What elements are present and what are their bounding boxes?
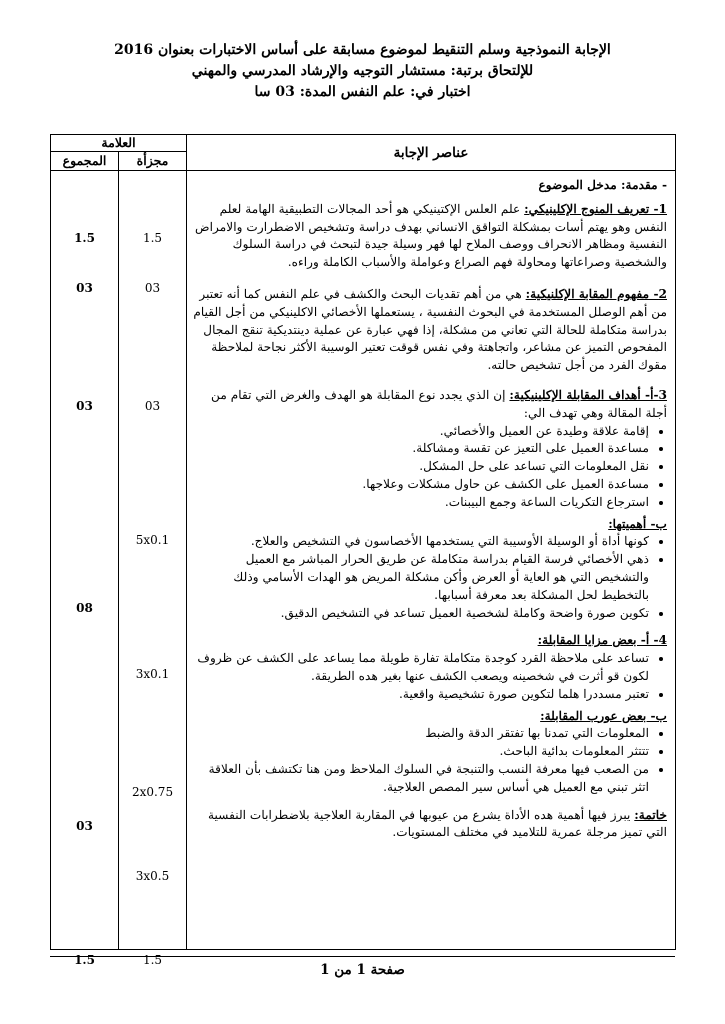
q1-title: 1- تعريف المنوج الإكلينيكي: bbox=[524, 201, 668, 216]
q2-partial: 03 bbox=[144, 399, 161, 413]
mark-header: العلامة bbox=[51, 135, 187, 152]
q3-total: 08 bbox=[76, 601, 93, 615]
list-item: • كونها أداة أو الوسيلة الأوسيبة التي يستخدمها الأخصاسون في التشخيص والعلاج. bbox=[193, 533, 649, 551]
q4-partial-b: 3x0.5 bbox=[135, 869, 170, 883]
q4-partial-a: 2x0.75 bbox=[131, 785, 174, 799]
q1-total: 03 bbox=[76, 281, 93, 295]
list-item: • تساعد على ملاحظة القرد كوجدة متكاملة تفارة طويلة مما يساعد على الكشف عن ظروف لكون قو أثرت في شخصينه ويصعب الكشف عنها بغير هده الطريقة. bbox=[193, 650, 649, 686]
answer-key-table bbox=[50, 134, 676, 967]
q3-partial-b: 3x0.1 bbox=[135, 667, 170, 681]
list-item: • المعلومات التي تمدنا بها تفتقر الدقة والضبط bbox=[193, 725, 649, 743]
partial-marks-column bbox=[119, 171, 187, 967]
q3-intro: إن الذي يجدد نوع المقابلة هو الهدف والغرض التي تقام من أجلة المقالة وهي تهدف الي: bbox=[211, 387, 668, 420]
total-marks-column bbox=[51, 171, 119, 967]
total-header: المجموع bbox=[51, 152, 119, 171]
list-item: • تعتبر مسددرا هلما لتكوين صورة تشخيصية واقعية. bbox=[193, 686, 649, 704]
q4-title: 4- أ- بعض مزايا المقابلة: bbox=[537, 633, 668, 648]
q3-goals-list bbox=[193, 423, 667, 512]
answers-cell bbox=[187, 171, 676, 950]
header-title: الإجابة النموذجية وسلم التنقيط لموضوع مسابقة على أساس الاختبارات بعنوان 2016 bbox=[114, 42, 611, 58]
list-item: • تكوين صورة واضحة وكاملة لشخصية العميل تساعد في التشخيص الدقيق. bbox=[193, 605, 649, 623]
header-rank: للإلتحاق برتبة: مستشار التوجيه والإرشاد المدرسي والمهني bbox=[191, 63, 534, 79]
list-item: • ذهي الأخصائي فرسة القيام بدراسة متكاملة عن طريق الحرار المباشر مع العميل والتشخيص التي هو العاية أو العرض وأكن مشكلة المريض هو الهدات الأسامي وذلك بالتخطيط لحل المشكلة بعد معرفة أسبابها. bbox=[193, 551, 649, 604]
list-item: • تتتثر المعلومات بدائية الباحث. bbox=[193, 743, 649, 761]
intro-partial: 1.5 bbox=[142, 231, 163, 245]
conclusion-text: يبرز فيها أهمية هده الأداة يشرع من عيوبها في المقاربة العلاجية بلاضطرابات النفسية التي تميز مرجلة عمرية للتلاميد في مختلف المستويات. bbox=[208, 807, 668, 840]
q4-total: 03 bbox=[76, 819, 93, 833]
q2-title: 2- مفهوم المقابة الإكلنيكية: bbox=[525, 286, 668, 301]
q2-text: هي من أهم تقديات البحث والكشف في علم النفس كما أنه تعتبر من أهم الوصلل المستخدمة في البحوث النفسية ، يستعملها الأخصائي الاكلينيكي من أجل القيام بدراسة متكاملة للحالة التي تعاني من مشكلة، إذا فهي عبارة عن عملية دينتديكية تنقج المجال المفحوص التميز عن مشاعر، واتجاهتة وفي نفس قوقت تعتير الوسيبة الأكثر نجاحة لملاحظة مقوك الفرد من أجل تشخيص حالته. bbox=[193, 286, 668, 373]
q3-title: 3-أ- أهداف المقابلة الإكلينيكية: bbox=[509, 387, 668, 402]
header-exam: اختبار في: علم النفس المدة: 03 سا bbox=[254, 84, 471, 100]
q4-flaws-title: ب- بعض عورب المقابلة: bbox=[540, 708, 668, 723]
intro-total: 1.5 bbox=[74, 231, 95, 245]
conclusion-total: 1.5 bbox=[74, 953, 95, 967]
footer-rule bbox=[50, 956, 675, 957]
conclusion-title: خاتمة: bbox=[634, 807, 668, 822]
q3-partial-a: 5x0.1 bbox=[135, 533, 170, 547]
q1-text: علم العلس الإكتينيكي هو أحد المجالات التطبيقية الهامة لعلم النفس وهو يهتم أسات بمشكلة التواقق الانساني بهدف دراسة وتشخيص الاضطرارت والامراض النفسية ومظاهر الانحراف ووصف الملاح لها فهر وسيلة جيدة لتبحث في دراسة السلوك والشخصية وصراعاتها ومحاولة فهم الصراع وعواملة والأسباب الكاملة وراءه. bbox=[194, 201, 668, 270]
q4-advantages-list bbox=[193, 650, 667, 703]
q1-partial: 03 bbox=[144, 281, 161, 295]
list-item: • مساعدة العميل على الكشف عن حاول مشكلات وعلاجها. bbox=[193, 476, 649, 494]
answer-elements-header: عناصر الإجابة bbox=[187, 135, 676, 171]
q3-importance-list bbox=[193, 533, 667, 622]
conclusion-partial: 1.5 bbox=[142, 953, 163, 967]
list-item: • استرجاع التكريات الساعة وجمع البيبنات. bbox=[193, 494, 649, 512]
q2-total: 03 bbox=[76, 399, 93, 413]
intro-label: - مقدمة: مدخل الموضوع bbox=[538, 178, 668, 192]
q4-flaws-list bbox=[193, 725, 667, 796]
list-item: • مساعدة العميل على التعيز عن تقسة ومشاكلة. bbox=[193, 440, 649, 458]
list-item: • من الصعب فيها معرفة النسب والتنبجة في السلوك الملاحظ ومن هنا تكتشف بأن العلاقة اتثر تبني مع العميل هي أساس سير المصص العلاجية. bbox=[193, 761, 649, 797]
document-header bbox=[0, 40, 725, 103]
partial-header: مجزأة bbox=[119, 152, 187, 171]
q3-importance-title: ب- أهميتها: bbox=[608, 516, 668, 531]
list-item: • نقل المعلومات التي تساعد على حل المشكل. bbox=[193, 458, 649, 476]
list-item: • إقامة علاقة وطيدة عن العميل والأخصائي. bbox=[193, 423, 649, 441]
page-number: صفحة 1 من 1 bbox=[320, 962, 405, 978]
